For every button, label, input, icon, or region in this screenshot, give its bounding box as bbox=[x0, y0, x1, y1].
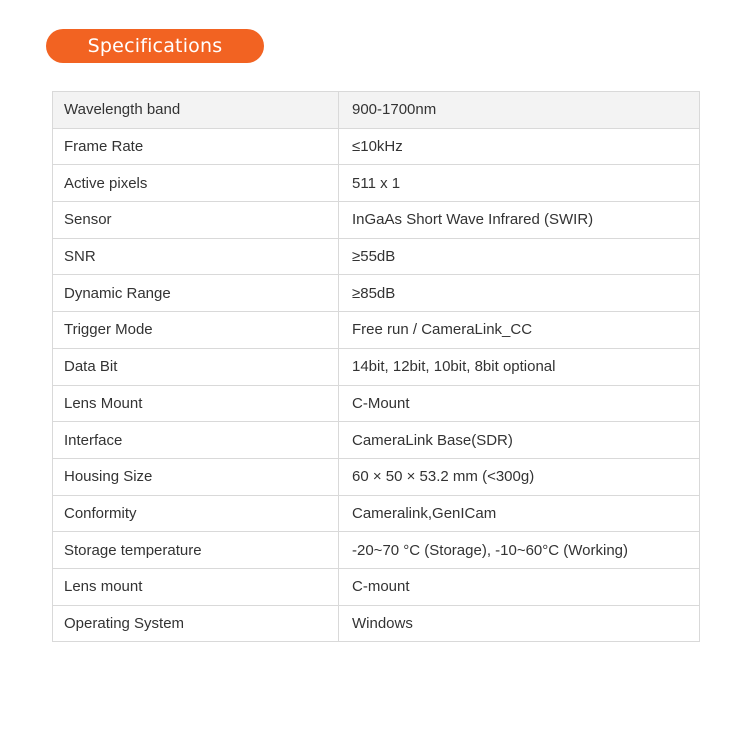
table-row bbox=[53, 202, 700, 239]
table-row bbox=[53, 385, 700, 422]
table-row bbox=[53, 568, 700, 605]
spec-value: ≤10kHz bbox=[339, 128, 700, 165]
spec-value: 511 x 1 bbox=[339, 165, 700, 202]
specifications-table bbox=[52, 91, 700, 642]
spec-value: C-Mount bbox=[339, 385, 700, 422]
table-row bbox=[53, 495, 700, 532]
table-row bbox=[53, 128, 700, 165]
spec-value: Windows bbox=[339, 605, 700, 642]
spec-key: Frame Rate bbox=[53, 128, 339, 165]
spec-key: Wavelength band bbox=[53, 92, 339, 129]
spec-value: ≥85dB bbox=[339, 275, 700, 312]
spec-key: Interface bbox=[53, 422, 339, 459]
spec-key: Operating System bbox=[53, 605, 339, 642]
spec-key: Conformity bbox=[53, 495, 339, 532]
spec-value: C-mount bbox=[339, 568, 700, 605]
spec-key: Dynamic Range bbox=[53, 275, 339, 312]
spec-value: Cameralink,GenICam bbox=[339, 495, 700, 532]
table-row bbox=[53, 458, 700, 495]
spec-key: Active pixels bbox=[53, 165, 339, 202]
table-row bbox=[53, 92, 700, 129]
spec-value: Free run / CameraLink_CC bbox=[339, 312, 700, 349]
spec-value: CameraLink Base(SDR) bbox=[339, 422, 700, 459]
spec-value: InGaAs Short Wave Infrared (SWIR) bbox=[339, 202, 700, 239]
table-row bbox=[53, 422, 700, 459]
spec-key: Lens mount bbox=[53, 568, 339, 605]
spec-value: 14bit, 12bit, 10bit, 8bit optional bbox=[339, 348, 700, 385]
spec-value: -20~70 °C (Storage), -10~60°C (Working) bbox=[339, 532, 700, 569]
table-row bbox=[53, 348, 700, 385]
spec-key: Storage temperature bbox=[53, 532, 339, 569]
section-title: Specifications bbox=[87, 35, 223, 57]
spec-key: Sensor bbox=[53, 202, 339, 239]
spec-key: SNR bbox=[53, 238, 339, 275]
spec-value: 60 × 50 × 53.2 mm (<300g) bbox=[339, 458, 700, 495]
spec-value: 900-1700nm bbox=[339, 92, 700, 129]
spec-key: Housing Size bbox=[53, 458, 339, 495]
table-row bbox=[53, 275, 700, 312]
spec-key: Trigger Mode bbox=[53, 312, 339, 349]
table-row bbox=[53, 532, 700, 569]
table-row bbox=[53, 165, 700, 202]
spec-key: Data Bit bbox=[53, 348, 339, 385]
table-row bbox=[53, 312, 700, 349]
table-row bbox=[53, 605, 700, 642]
spec-key: Lens Mount bbox=[53, 385, 339, 422]
spec-value: ≥55dB bbox=[339, 238, 700, 275]
section-title-badge bbox=[46, 29, 264, 63]
table-row bbox=[53, 238, 700, 275]
